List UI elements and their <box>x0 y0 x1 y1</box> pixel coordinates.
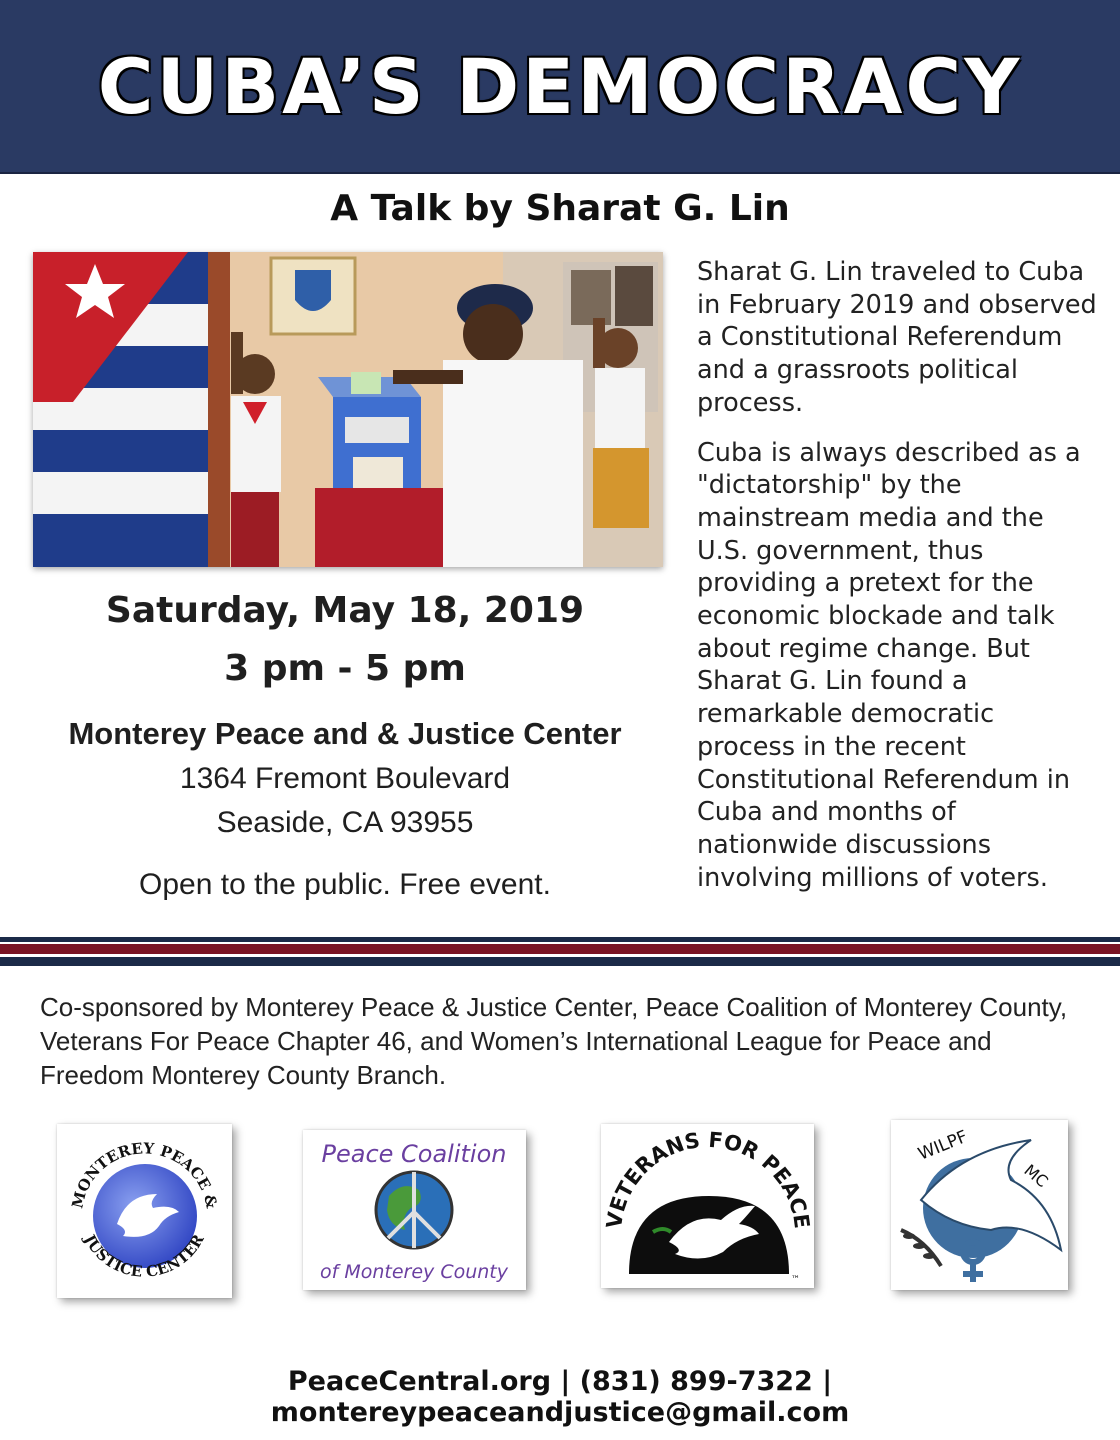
title-banner <box>0 0 1120 174</box>
event-venue: Monterey Peace and & Justice Center <box>68 716 622 751</box>
divider-navy-top <box>0 937 1120 942</box>
event-city: Seaside, CA 93955 <box>216 806 474 839</box>
pcmc-logo <box>303 1130 526 1290</box>
contact-footer: PeaceCentral.org | (831) 899-7322 | montereypeaceandjustice@gmail.com <box>270 1366 850 1428</box>
divider-red <box>0 944 1120 954</box>
event-photo <box>33 252 663 567</box>
pcmc-globe-icon <box>303 1130 526 1290</box>
voting-scene-image <box>33 252 663 567</box>
talk-description <box>697 256 1097 911</box>
event-date: Saturday, May 18, 2019 <box>105 590 585 631</box>
svg-text:of Monterey County: of Monterey County <box>319 1261 509 1283</box>
event-note: Open to the public. Free event. <box>139 868 551 901</box>
talk-subtitle: A Talk by Sharat G. Lin <box>330 188 790 229</box>
svg-text:MC: MC <box>1020 1160 1052 1192</box>
svg-text:WILPF: WILPF <box>915 1126 971 1165</box>
mpjc-dove-icon <box>57 1124 232 1298</box>
vfp-logo <box>601 1124 814 1288</box>
description-paragraph-2: Cuba is always described as a "dictatorship" by the mainstream media and the U.S. government, thus providing a pretext for the economic blockade and talk about regime change. But Sharat G. Lin found a remarkable democratic process in the recent Constitutional Referendum in Cuba and months of nationwide discussions involving millions of voters. <box>697 437 1081 893</box>
event-time: 3 pm - 5 pm <box>224 648 466 689</box>
svg-text:VETERANS FOR PEACE: VETERANS FOR PEACE <box>601 1127 814 1230</box>
sponsors-text: Co-sponsored by Monterey Peace & Justice Center, Peace Coalition of Monterey County, Veterans For Peace Chapter 46, and Women’s International League for Peace and Freedom Monterey County Branch. <box>40 992 1068 1090</box>
svg-text:Peace Coalition: Peace Coalition <box>321 1140 507 1168</box>
svg-text:™: ™ <box>791 1275 800 1285</box>
vfp-helmet-dove-icon <box>601 1124 814 1288</box>
wilpf-logo <box>891 1120 1068 1290</box>
svg-text:MONTEREY PEACE &: MONTEREY PEACE & <box>68 1139 221 1211</box>
mpjc-logo <box>57 1124 232 1298</box>
description-paragraph-1: Sharat G. Lin traveled to Cuba in February 2019 and observed a Constitutional Referendum and a grassroots political process. <box>697 257 1097 418</box>
page-title: CUBA’S DEMOCRACY <box>97 41 1023 131</box>
wilpf-dove-venus-icon <box>891 1120 1068 1290</box>
svg-text:JUSTICE CENTER: JUSTICE CENTER <box>80 1231 208 1281</box>
event-street: 1364 Fremont Boulevard <box>179 762 511 795</box>
divider-navy-bottom <box>0 957 1120 966</box>
